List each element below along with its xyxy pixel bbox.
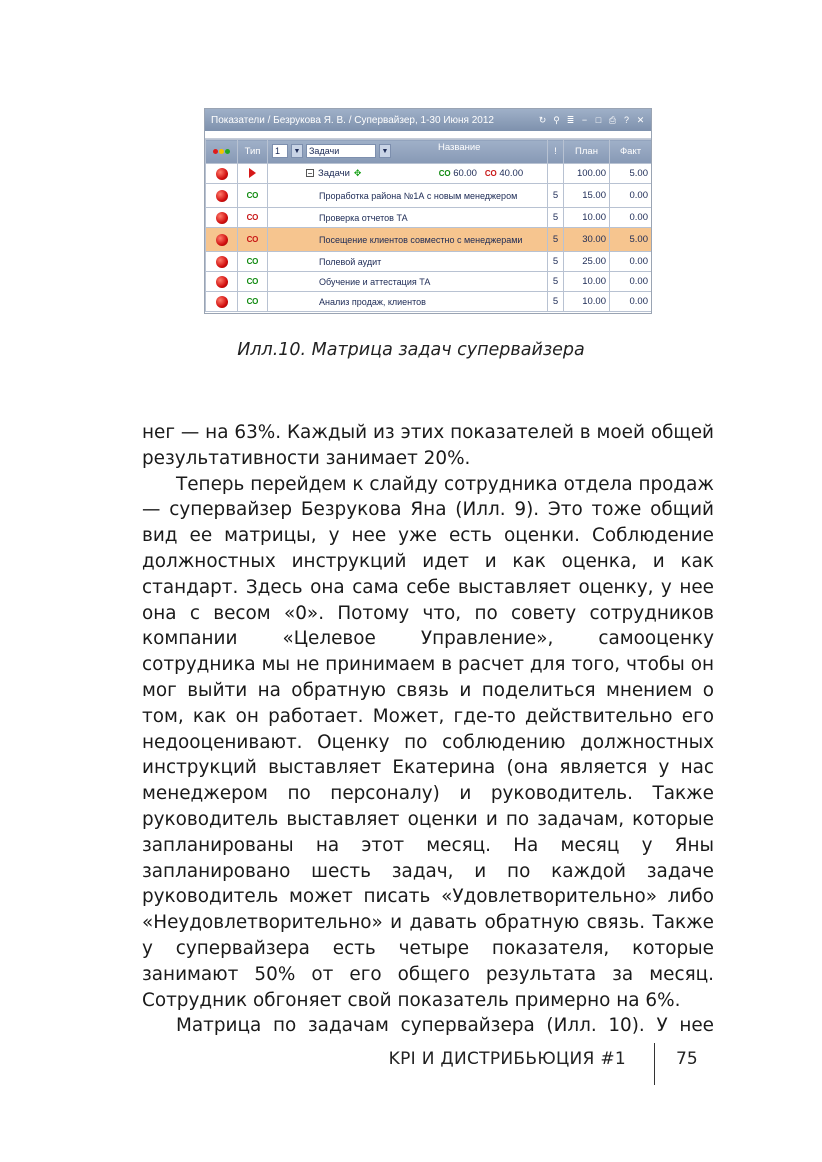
footer-divider — [654, 1043, 655, 1085]
expand-arrow-icon[interactable] — [249, 168, 256, 178]
table-row[interactable] — [206, 252, 652, 272]
table-row[interactable] — [206, 272, 652, 292]
list-icon[interactable]: ≣ — [566, 114, 575, 125]
group-name: Задачи — [318, 168, 350, 179]
filter-select[interactable]: Задачи — [306, 144, 376, 158]
weight-cell: 5 — [548, 228, 564, 252]
fact-cell: 0.00 — [610, 252, 652, 272]
sort-arrows-icon[interactable]: ✥ — [353, 168, 362, 178]
help-icon[interactable]: ? — [623, 114, 629, 125]
print-icon[interactable]: ⎙ — [608, 114, 617, 125]
fact-cell: 0.00 — [610, 272, 652, 292]
body-text — [142, 420, 714, 1039]
weight-cell: 5 — [548, 292, 564, 312]
red-status-icon — [216, 168, 228, 180]
window-title: Показатели / Безрукова Я. В. / Супервайзер, 1-30 Июня 2012 — [211, 114, 494, 126]
fact-cell: 0.00 — [610, 208, 652, 228]
group-row-tasks[interactable]: − Задачи ✥ СО 60.00 СО 40.00 100.00 5.00 — [206, 164, 652, 184]
red-status-icon — [216, 190, 228, 202]
paragraph: нег — на 63%. Каждый из этих показателей в моей общей результативности занимает 20%. — [142, 422, 714, 469]
task-name: Проработка района №1А с новым менеджером — [319, 190, 518, 201]
fact-cell: 5.00 — [610, 228, 652, 252]
type-column-header[interactable]: Тип — [238, 140, 268, 164]
traffic-lights-icon — [213, 149, 230, 154]
plan-cell: 10.00 — [564, 208, 610, 228]
paragraph: Теперь перейдем к слайду сотрудника отдела продаж — супервайзер Безрукова Яна (Илл. 9). Это тоже общий вид ее матрицы, у нее уже есть оценки. Соблюдение должностных инструкций идет и как оценка, и как стандарт. Здесь она сама себе выставляет оценку, у нее она с весом «0». Потому что, по совету сотрудников компании «Целевое Управление», самооценку сотрудника мы не принимаем в расчет для того, чтобы он мог выйти на обратную связь и поделиться мнением о том, как он работает. Может, где-то действительно его недооценивают. Оценку по соблюдению должностных инструкций выставляет Екатерина (она является у нас менеджером по персоналу) и руководитель. Также руководитель выставляет оценки и по задачам, которые запланированы на этот месяц. На месяц у Яны запланировано шесть задач, и по каждой задаче руководитель может писать «Удовлетворительно» либо «Неудовлетворительно» и давать обратную связь. Также у супервайзера есть четыре показателя, которые занимают 50% от его общего результата за месяц. Сотрудник обгоняет свой показатель примерно на 6%. — [142, 473, 714, 1011]
red-status-icon — [216, 256, 228, 268]
table-row-highlighted[interactable] — [206, 228, 652, 252]
type-badge: СО — [246, 191, 259, 200]
task-table — [205, 139, 652, 312]
type-badge: СО — [246, 297, 259, 306]
name-column-header[interactable] — [268, 140, 548, 164]
name-label: Название — [438, 142, 481, 153]
table-row[interactable] — [206, 184, 652, 208]
task-name: Анализ продаж, клиентов — [319, 296, 426, 307]
minimize-icon[interactable]: − — [581, 114, 588, 125]
chevron-down-icon[interactable]: ▼ — [291, 144, 303, 158]
collapse-icon[interactable]: − — [307, 169, 313, 178]
chevron-down-icon[interactable]: ▼ — [379, 144, 391, 158]
task-name: Проверка отчетов ТА — [319, 212, 408, 223]
table-row[interactable] — [206, 292, 652, 312]
priority-column-header[interactable]: ! — [548, 140, 564, 164]
task-name: Обучение и аттестация ТА — [319, 276, 431, 287]
window-titlebar — [205, 109, 651, 131]
plan-cell: 10.00 — [564, 272, 610, 292]
fact-cell: 5.00 — [610, 164, 652, 184]
co-green-value: 60.00 — [453, 168, 477, 179]
weight-cell: 5 — [548, 208, 564, 228]
task-name: Полевой аудит — [319, 256, 382, 267]
red-status-icon — [216, 234, 228, 246]
maximize-icon[interactable]: □ — [595, 114, 602, 125]
plan-cell: 25.00 — [564, 252, 610, 272]
weight-cell: 5 — [548, 272, 564, 292]
fact-column-header[interactable]: Факт — [610, 140, 652, 164]
type-badge: СО — [246, 257, 259, 266]
search-icon[interactable]: ⚲ — [553, 114, 560, 125]
task-matrix-screenshot — [204, 108, 652, 314]
red-status-icon — [216, 212, 228, 224]
plan-cell: 15.00 — [564, 184, 610, 208]
type-badge: СО — [246, 235, 259, 244]
plan-column-header[interactable]: План — [564, 140, 610, 164]
type-badge: СО — [246, 213, 259, 222]
running-title: KPI И ДИСТРИБЬЮЦИЯ #1 — [388, 1049, 626, 1069]
weight-cell: 5 — [548, 184, 564, 208]
refresh-icon[interactable]: ↻ — [538, 114, 547, 125]
plan-cell: 100.00 — [564, 164, 610, 184]
status-lights-header[interactable] — [206, 140, 238, 164]
weight-cell: 5 — [548, 252, 564, 272]
task-name: Посещение клиентов совместно с менеджерами — [319, 234, 523, 245]
type-badge: СО — [246, 277, 259, 286]
red-status-icon — [216, 296, 228, 308]
close-icon[interactable]: ✕ — [636, 114, 645, 125]
fact-cell: 0.00 — [610, 292, 652, 312]
figure-caption: Илл.10. Матрица задач супервайзера — [237, 340, 585, 360]
table-row[interactable] — [206, 208, 652, 228]
fact-cell: 0.00 — [610, 184, 652, 208]
level-select[interactable]: 1 — [272, 144, 288, 158]
red-status-icon — [216, 276, 228, 288]
plan-cell: 30.00 — [564, 228, 610, 252]
plan-cell: 10.00 — [564, 292, 610, 312]
paragraph: Матрица по задачам супервайзера (Илл. 10). У нее — [176, 1015, 714, 1037]
co-red-value: 40.00 — [499, 168, 524, 179]
page-number: 75 — [676, 1049, 698, 1069]
